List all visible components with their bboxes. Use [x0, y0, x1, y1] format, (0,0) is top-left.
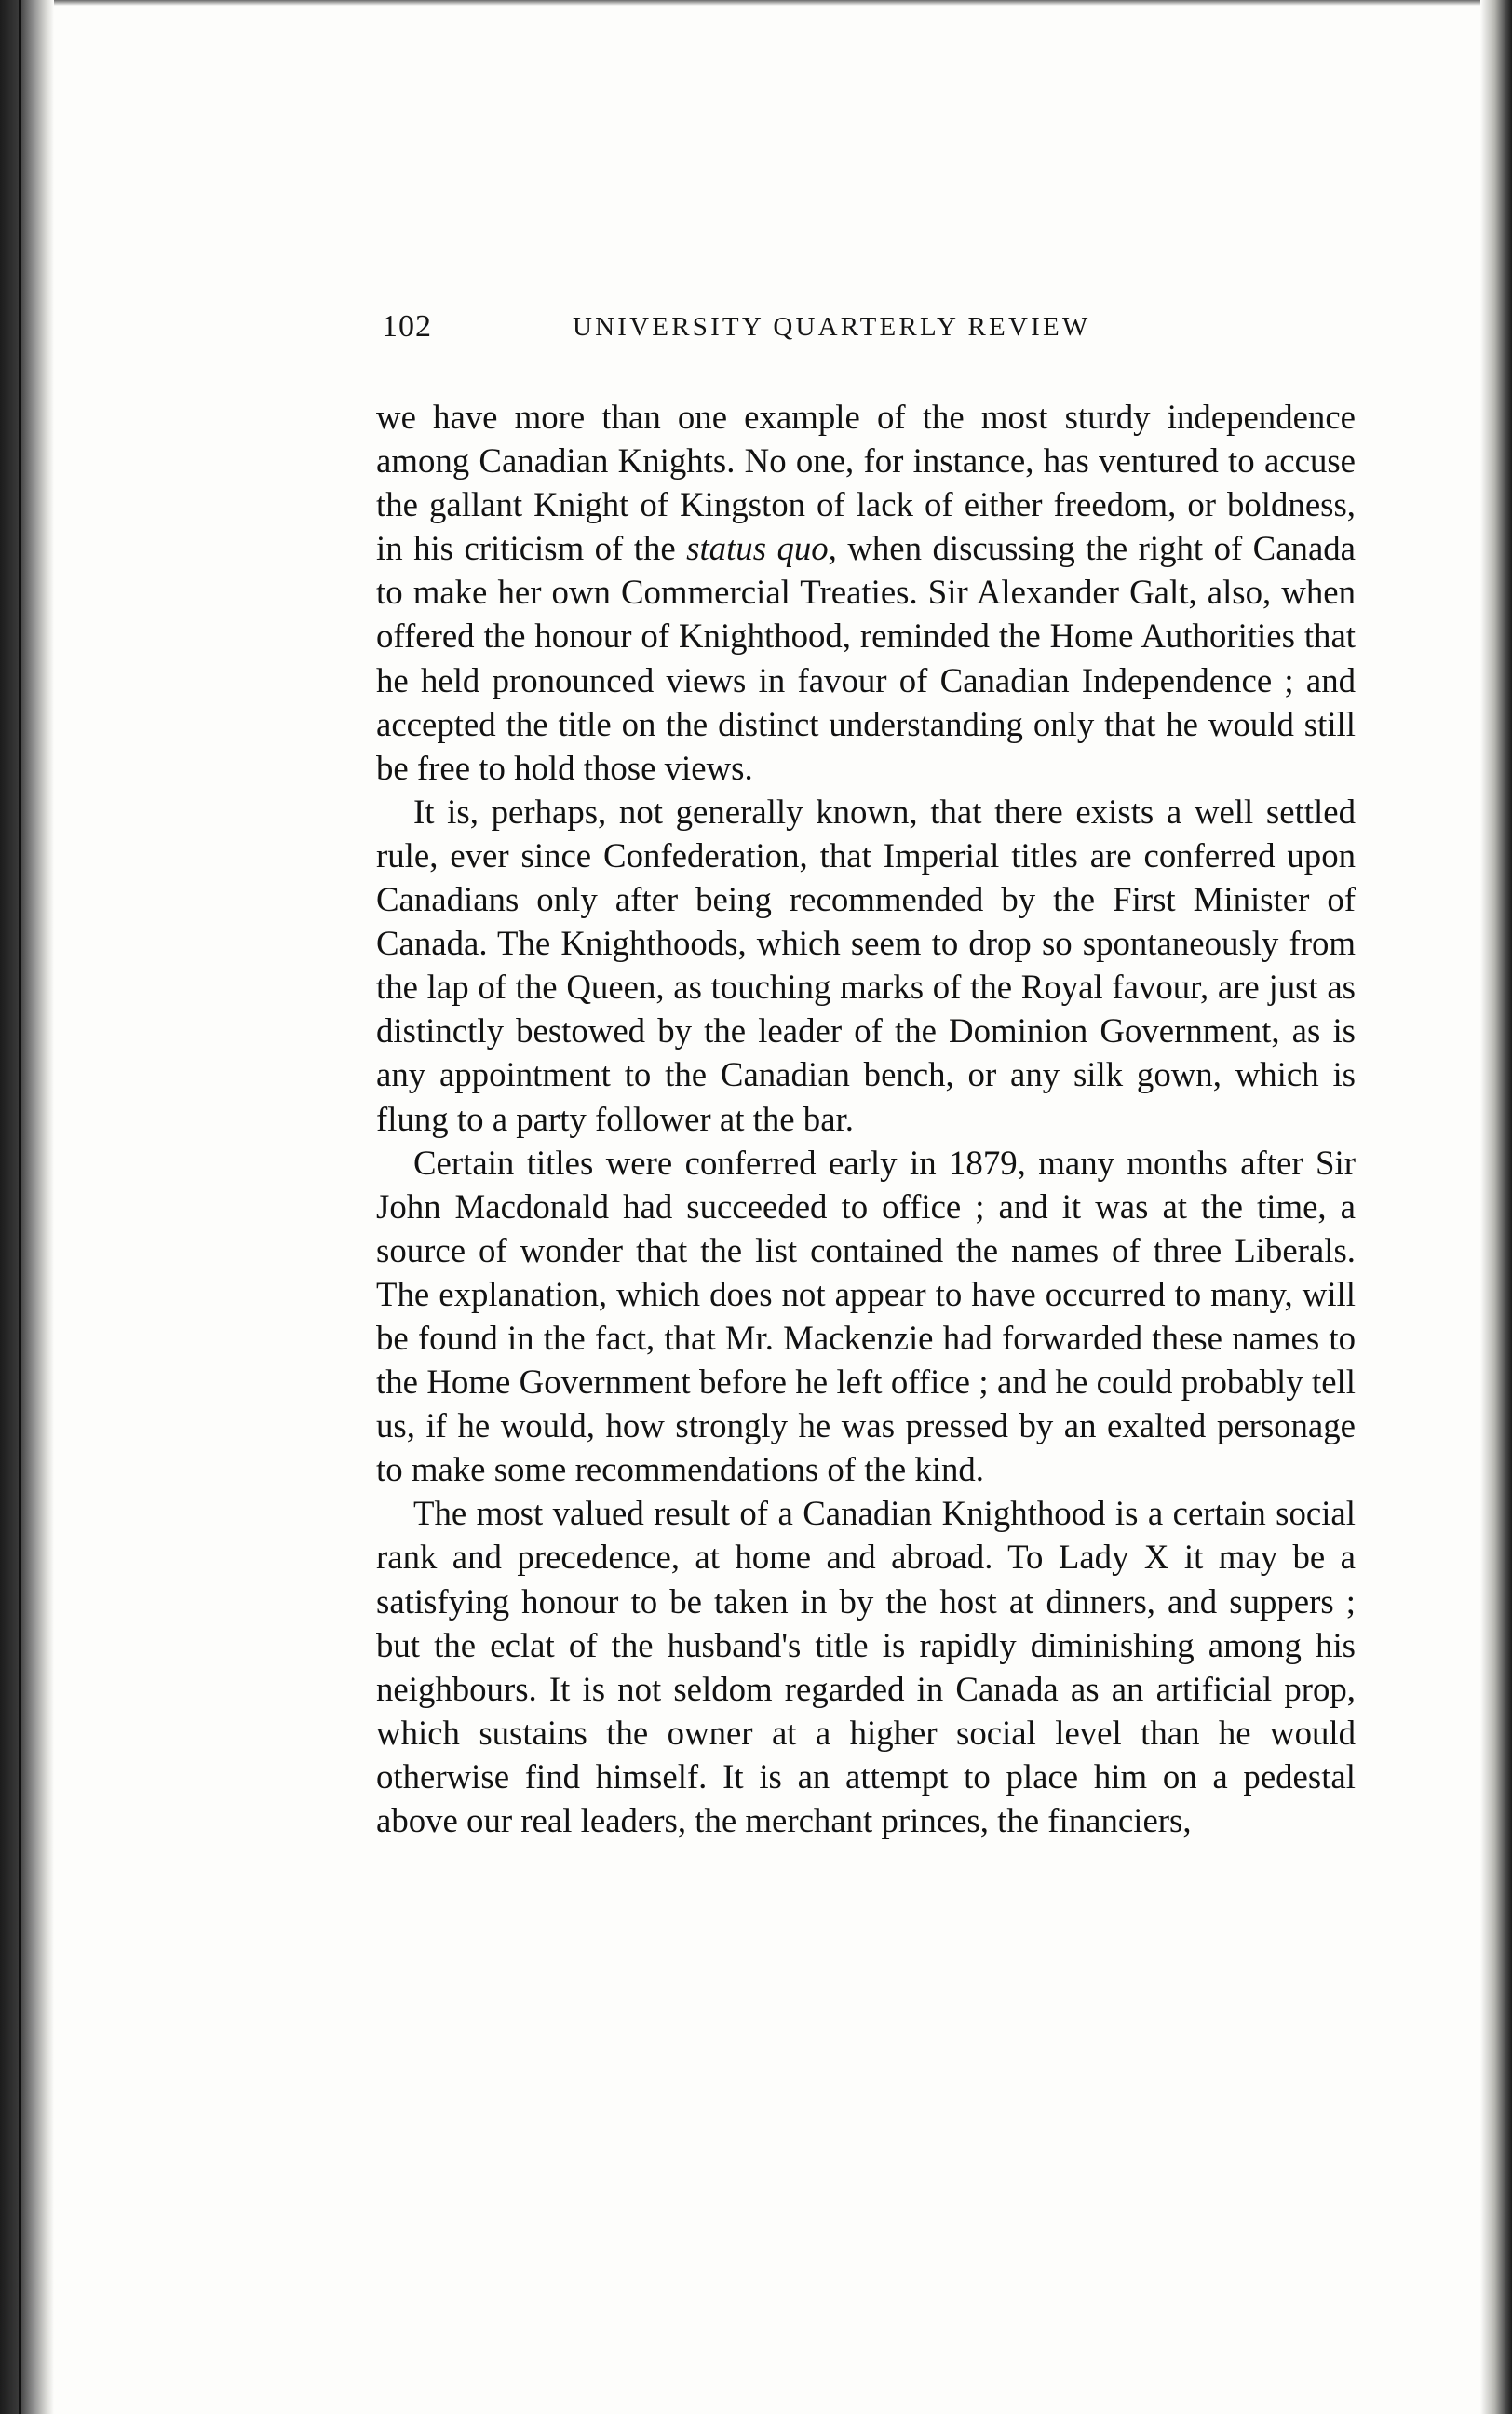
paragraph-4: The most valued result of a Canadian Knighthood is a certain social rank and precedence, at home and abroad. To Lady X it may be a satisfying honour to be taken in by the host at dinners, and suppers ; but the eclat of the husband's title is rapidly diminishing among his neighbours. It is not seldom regarded in Canada as an artificial prop, which sustains the owner at a higher social level than he would otherwise find himself. It is an attempt to place him on a pedestal above our real leaders, the merchant princes, the financiers, [376, 1494, 1356, 1839]
page-number: 102 [382, 309, 432, 344]
paragraph-1 [376, 395, 1356, 790]
body-text [376, 395, 1356, 1842]
book-binding-edge [0, 0, 54, 2414]
binding-line [19, 0, 21, 2414]
italic-phrase: status quo, [686, 529, 837, 568]
page-top-edge [0, 0, 1512, 6]
paragraph-2: It is, perhaps, not generally known, that there exists a well settled rule, ever since Confederation, that Imperial titles are conferred upon Canadians only after being recommended by the First Minister of Canada. The Knighthoods, which seem to drop so spontaneously from the lap of the Queen, as touching marks of the Royal favour, are just as distinctly bestowed by the leader of the Dominion Government, as is any appointment to the Canadian bench, or any silk gown, which is flung to a party follower at the bar. [376, 792, 1356, 1138]
running-head [382, 309, 1153, 356]
journal-title: UNIVERSITY QUARTERLY REVIEW [573, 312, 1091, 342]
paragraph-1-text-after: when discussing the right of Canada to make her own Commercial Treaties. Sir Alexander Galt, also, when offered the honour of Knighthood, reminded the Home Authorities that he held pronounced views in favour of Canadian Independence ; and accepted the title on the distinct understanding only that he would still be free to hold those views. [376, 529, 1357, 787]
paragraph-3: Certain titles were conferred early in 1879, many months after Sir John Macdonald had succeeded to office ; and it was at the time, a source of wonder that the list contained the names of three Liberals. The explanation, which does not appear to have occurred to many, will be found in the fact, that Mr. Mackenzie had forwarded these names to the Home Government before he left office ; and he could probably tell us, if he would, how strongly he was pressed by an exalted personage to make some recommendations of the kind. [376, 1143, 1356, 1489]
page-right-edge [1480, 0, 1512, 2414]
paragraph-1-text-before: we have more than one example of the most sturdy independence among Canadian Knights. No one, for instance, has ventured to accuse the gallant Knight of Kingston of lack of either freedom, or boldness, in his criticism of the [376, 398, 1356, 568]
